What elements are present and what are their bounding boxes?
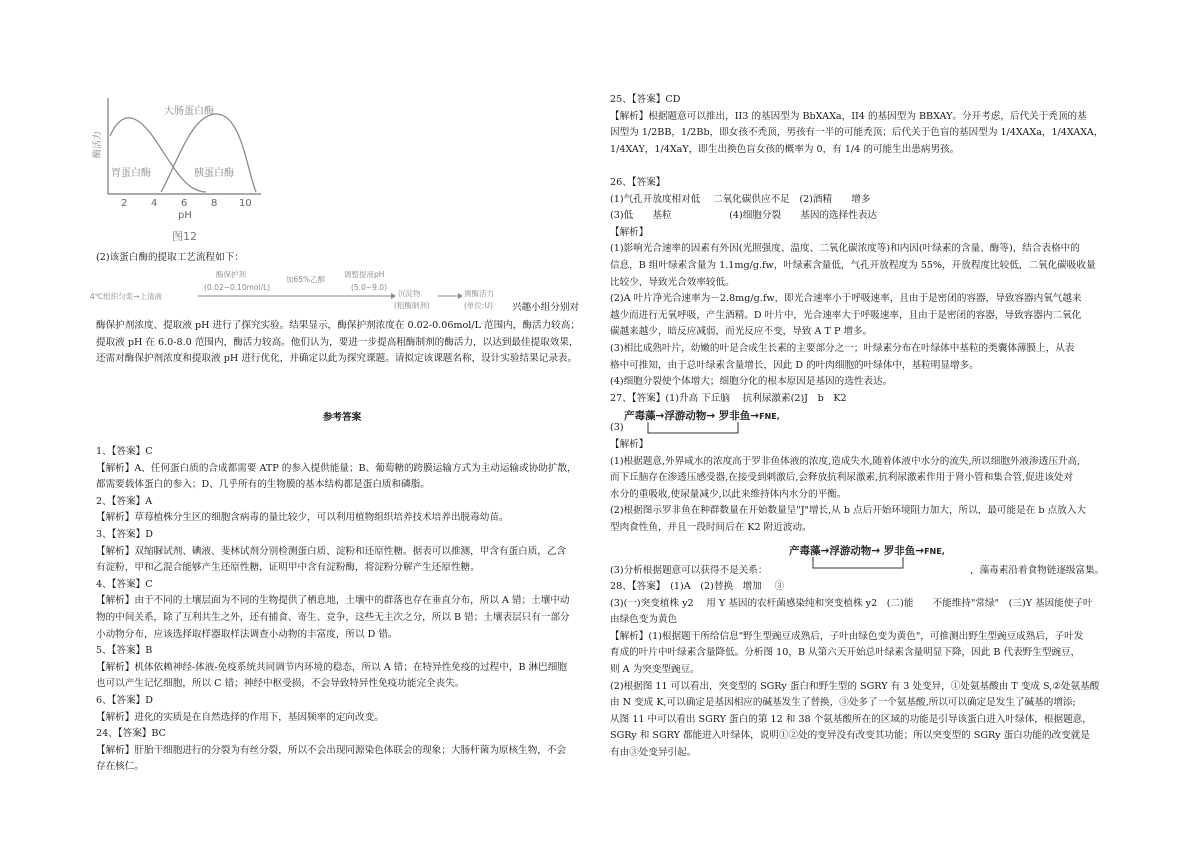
answer-line: (2)根据图示罗非鱼在种群数量在开始数量呈"J"增长,从 b 点后开始环境阻力加大，所以，最可能是在 b 点放入大 xyxy=(610,505,1086,517)
answer-line: 【解析】由于不同的土壤层面为不同的生物提供了栖息地，土壤中的群落也存在垂直分布，所以 A 错；土壤中动 xyxy=(96,595,570,607)
answer-line: 育成的叶片中叶绿素含量降低。分析图 10，B 从第六天开始总叶绿素含量明显下降，因此 B 代表野生型豌豆， xyxy=(610,647,1081,659)
q2-line: 酶保护剂浓度、提取液 pH 进行了探究实验。结果显示，酶保护剂浓度在 0.02-0.06mol/L 范围内，酶活力较高； xyxy=(96,320,580,331)
answer-line: 水分的重吸收,使尿量减少,以此来维持体内水分的平衡。 xyxy=(610,488,847,500)
answer-line: 【解析】机体依赖神经-体液-免疫系统共同调节内环境的稳态，所以 A 错；在特异性免疫的过程中，B 淋巴细胞 xyxy=(96,661,567,673)
chain-algae: 产毒藻 xyxy=(624,410,656,422)
chain-fne: FNE, xyxy=(759,412,780,421)
left-answer-column xyxy=(96,444,588,776)
flow-arrowhead-1 xyxy=(391,293,396,299)
q2-paragraph xyxy=(96,318,588,368)
food-chain-2-text: 产毒藻→浮游动物→ 罗非鱼→FNE, xyxy=(789,545,945,557)
y-axis-label: 酶活力 xyxy=(93,130,103,158)
food-chain-diagram-1 xyxy=(620,405,860,441)
answer-line: 26、【答案】 xyxy=(610,176,666,188)
food-chain-svg-1 xyxy=(620,405,860,441)
flow-end: 测酶活力 xyxy=(464,289,494,298)
flow-step2-top: 加65%乙醇 xyxy=(286,275,326,284)
answer-line: 28、【答案】 (1)A (2)替换 增加 ③ xyxy=(610,581,785,592)
flow-end-sub: (单位:U) xyxy=(464,301,493,310)
answer-line: 由绿色变为黄色 xyxy=(610,614,678,626)
answer-line: 由 N 变成 K,可以确定是基因相应的碱基发生了替换，③处多了一个氨基酸,所以可以确定是发生了碱基的增添; xyxy=(610,697,1076,709)
chain-tilapia: 罗非鱼 xyxy=(883,545,916,557)
chain-zooplankton: 浮游动物 xyxy=(829,545,872,557)
flow-start: 4℃组织匀浆→上清液 xyxy=(90,292,162,301)
answer-line: 越少而进行无氧呼吸，产生酒精。D 叶片中，光合速率大于呼吸速率，且由于是密闭的容器，导致容器内二氧化 xyxy=(610,309,1082,321)
answer-line: SGRy 和 SGRY 都能进入叶绿体，说明①②处的变异没有改变其功能；所以突变型的 SGRy 蛋白功能的改变就是 xyxy=(610,730,1090,742)
answer-line: 格中可推知，由于总叶绿素含量增长，因此 D 的叶肉细胞的叶绿体中，基粒明显增多。 xyxy=(610,359,979,371)
flow-mid: 沉淀物 xyxy=(398,289,421,298)
answer-line: 也可以产生记忆细胞，所以 C 错；神经中枢受损，不会导致特异性免疫功能完全丧失。 xyxy=(96,678,465,690)
q27-part3-label: (3) xyxy=(610,422,624,433)
pancreas-label: 胰蛋白酶 xyxy=(194,168,234,179)
flowchart-svg xyxy=(86,268,516,320)
answer-line: 【解析】肝胎干细胞进行的分裂为有丝分裂，所以不会出现同源染色体联会的现象；大肠杆菌为原核生物，不会 xyxy=(96,744,567,756)
answer-line: 【解析】根据题意可以推出，II3 的基因型为 BbXAXa，II4 的基因型为 BBXAY。分开考虑，后代关于秃顶的基 xyxy=(610,110,1087,122)
answer-line: (2)根据图 11 可以看出，突变型的 SGRy 蛋白和野生型的 SGRY 有 3 处变异，①处氨基酸由 T 变成 S,②处氨基酸 xyxy=(610,680,1100,692)
q27-analysis: (3)分析根据题意可以获得不是关系： xyxy=(610,565,768,576)
answer-line: (3)(一)突变植株 y2 用 Y 基因的农杆菌感染纯和突变植株 y2 (二)能 不能维持"常绿" (三)Y 基因能使子叶 xyxy=(610,597,1093,609)
tick-10: 10 xyxy=(239,198,252,209)
answer-line: (4)细胞分裂使个体增大；细胞分化的根本原因是基因的选性表达。 xyxy=(610,376,893,388)
answer-line: 碳越来越少，暗反应减弱，而光反应不变，导致 A T P 增多。 xyxy=(610,326,873,338)
answer-line: 比较少，导致光合效率较低。 xyxy=(610,276,735,288)
flow-step3-top: 调整提液pH xyxy=(344,270,385,279)
flow-step1-top: 酶保护剂 xyxy=(216,270,246,279)
food-chain-svg-2 xyxy=(785,540,985,576)
answer-line: 【解析】进化的实质是在自然选择的作用下，基因频率的定向改变。 xyxy=(96,711,384,723)
food-chain-diagram-2 xyxy=(785,540,985,576)
tick-6: 6 xyxy=(181,198,188,209)
answer-line: 有淀粉，甲和乙混合能够产生还原性糖，证明甲中含有淀粉酶，将淀粉分解产生还原性糖。 xyxy=(96,562,480,574)
chain-zooplankton: 浮游动物 xyxy=(664,410,707,422)
answer-line: 存在核仁。 xyxy=(96,761,144,773)
extraction-flowchart xyxy=(86,268,516,320)
answer-line: 【解析】(1)根据题干所给信息"野生型豌豆成熟后，子叶由绿色变为黄色"，可推测出野生型豌豆成熟后，子叶发 xyxy=(610,630,1084,642)
answer-line: (3)相比成熟叶片，幼嫩的叶是合成生长素的主要部分之一；叶绿素分布在叶绿体中基粒的类囊体薄膜上，从表 xyxy=(610,342,1075,354)
answer-line: 2、【答案】A xyxy=(96,495,153,507)
answer-line: 25、【答案】CD xyxy=(610,94,681,105)
answer-line: 1、【答案】C xyxy=(96,446,153,457)
q2-intro: (2)该蛋白酶的提取工艺流程如下： xyxy=(96,252,244,263)
food-chain-1-bypass xyxy=(648,422,738,433)
x-axis-label: pH xyxy=(178,210,192,221)
answer-line: 信息，B 组叶绿素含量为 1.1mg/g.fw，叶绿素含量低，气孔开放程度为 55%，开放程度比较低，二氧化碳吸收量 xyxy=(610,259,1096,271)
q27-end: ，藻毒素沿着食物链逐级富集。 xyxy=(970,565,1105,576)
answer-line: 【解析】 xyxy=(610,439,649,450)
answer-line: 因型为 1/2BB，1/2Bb，即女孩不秃顶，男孩有一半的可能秃顶；后代关于色盲的基因型为 1/4XAXa，1/4XAXA， xyxy=(610,127,1104,139)
answer-title: 参考答案 xyxy=(322,412,362,423)
figure-12-chart xyxy=(93,96,296,246)
tick-4: 4 xyxy=(151,198,158,209)
answer-line: 【解析】双缩脲试剂、碘液、斐林试剂分别检测蛋白质、淀粉和还原性糖。据表可以推测，甲含有蛋白质，乙含 xyxy=(96,545,567,557)
answer-line: 小动物分布，应该选择取样器取样法调查小动物的丰富度，所以 D 错。 xyxy=(96,628,398,640)
answer-line: 都需要载体蛋白的参入；D、几乎所有的生物膜的基本结构都是蛋白质和磷脂。 xyxy=(96,479,430,491)
answer-line: 从图 11 中可以看出 SGRY 蛋白的第 12 和 38 个氨基酸所在的区域的功能是引导该蛋白进入叶绿体，根据题意， xyxy=(610,713,1092,725)
q2-line: 提取液 pH 在 6.0-8.0 范围内，酶活力较高。他们认为，要进一步提高粗酶制剂的酶活力，以达到最佳提取效果， xyxy=(96,336,579,348)
answer-line: (2)A 叶片净光合速率为－2.8mg/g.fw，即光合速率小于呼吸速率，且由于是密闭的容器，导致容器内氧气越来 xyxy=(610,293,1082,305)
flow-arrowhead-2 xyxy=(458,293,463,299)
answer-line: 1/4XAY，1/4XaY，即生出换色盲女孩的概率为 0，有 1/4 的可能生出患病男孩。 xyxy=(610,143,960,155)
answer-line: 物的中间关系，除了互利共生之外，还有捕食、寄生、竞争，这些无主次之分，所以 B 错；土壤表层只有一部分 xyxy=(96,611,570,623)
flow-mid-sub: (粗酶制剂) xyxy=(394,301,430,310)
answer-line xyxy=(610,158,1110,175)
answer-line: (1)根据题意,外界咸水的浓度高于罗非鱼体液的浓度,造成失水,随着体液中水分的流失,所以细胞外液渗透压升高, xyxy=(610,455,1081,467)
answer-line: 3、【答案】D xyxy=(96,528,153,540)
right-answer-column-top xyxy=(610,92,1110,407)
answer-line: (1)气孔开放度相对低 二氧化碳供应不足 (2)酒精 增多 xyxy=(610,193,871,205)
food-chain-2-bypass xyxy=(813,557,903,568)
enzyme-activity-curves xyxy=(93,96,296,246)
answer-line: 有由③处变异引起。 xyxy=(610,746,697,758)
chain-tilapia: 罗非鱼 xyxy=(718,410,751,422)
answer-line: 【解析】A、任何蛋白质的合成都需要 ATP 的参入提供能量；B、葡萄糖的跨膜运输方式为主动运输或协助扩散， xyxy=(96,462,577,474)
answer-line: 5、【答案】B xyxy=(96,645,153,657)
answer-line: (1)影响光合速率的因素有外因(光照强度、温度、二氧化碳浓度等)和内因(叶绿素的含量、酶等)，结合表格中的 xyxy=(610,243,1080,255)
answer-line: 24、【答案】BC xyxy=(96,728,166,740)
right-answer-column-bottom xyxy=(610,579,1110,762)
q2-line: 还需对酶保护剂浓度和提取液 pH 进行优化，并确定以此为探究课题。请拟定该课题名称，设计实验结果记录表。 xyxy=(96,353,578,365)
flow-tail-text: 兴趣小组分别对 xyxy=(512,302,580,313)
right-answer-column-mid xyxy=(610,437,1110,537)
tick-2: 2 xyxy=(121,198,128,209)
answer-line: (3)低 基粒 (4)细胞分裂 基因的选择性表达 xyxy=(610,210,878,222)
large-intestine-label: 大肠蛋白酶 xyxy=(164,106,214,117)
flow-step3-bottom: (5.0~9.0) xyxy=(351,283,387,292)
answer-line: 27、【答案】(1)升高 下丘脑 抗利尿激素(2)J b K2 xyxy=(610,392,847,404)
food-chain-1-text: 产毒藻→浮游动物→ 罗非鱼→FNE, xyxy=(624,410,780,422)
answer-line: 6、【答案】D xyxy=(96,694,153,706)
chain-fne: FNE, xyxy=(924,547,945,556)
flow-step1-bottom: (0.02~0.10mol/L) xyxy=(204,283,271,292)
answer-line: 【解析】草莓植株分生区的细胞含病毒的量比较少，可以利用植物组织培养技术培养出脱毒幼苗。 xyxy=(96,512,509,524)
answer-line: 型肉食性鱼，并且一段时间后在 K2 附近波动。 xyxy=(610,521,812,533)
stomach-label: 胃蛋白酶 xyxy=(111,168,151,179)
answer-line: 4、【答案】C xyxy=(96,578,153,590)
answer-line: 则 A 为突变型豌豆。 xyxy=(610,663,700,675)
pancreas-enzyme-curve xyxy=(161,114,256,192)
figure-caption: 图12 xyxy=(172,230,197,243)
answer-line: 【解析】 xyxy=(610,226,649,238)
answer-line: 而下丘脑存在渗透压感受器,在接受到刺激后,会释放抗利尿激素,抗利尿激素作用于肾小管和集合管,促进该处对 xyxy=(610,472,1074,484)
stomach-enzyme-curve xyxy=(110,118,206,192)
tick-8: 8 xyxy=(211,198,218,209)
chain-algae: 产毒藻 xyxy=(789,545,821,557)
